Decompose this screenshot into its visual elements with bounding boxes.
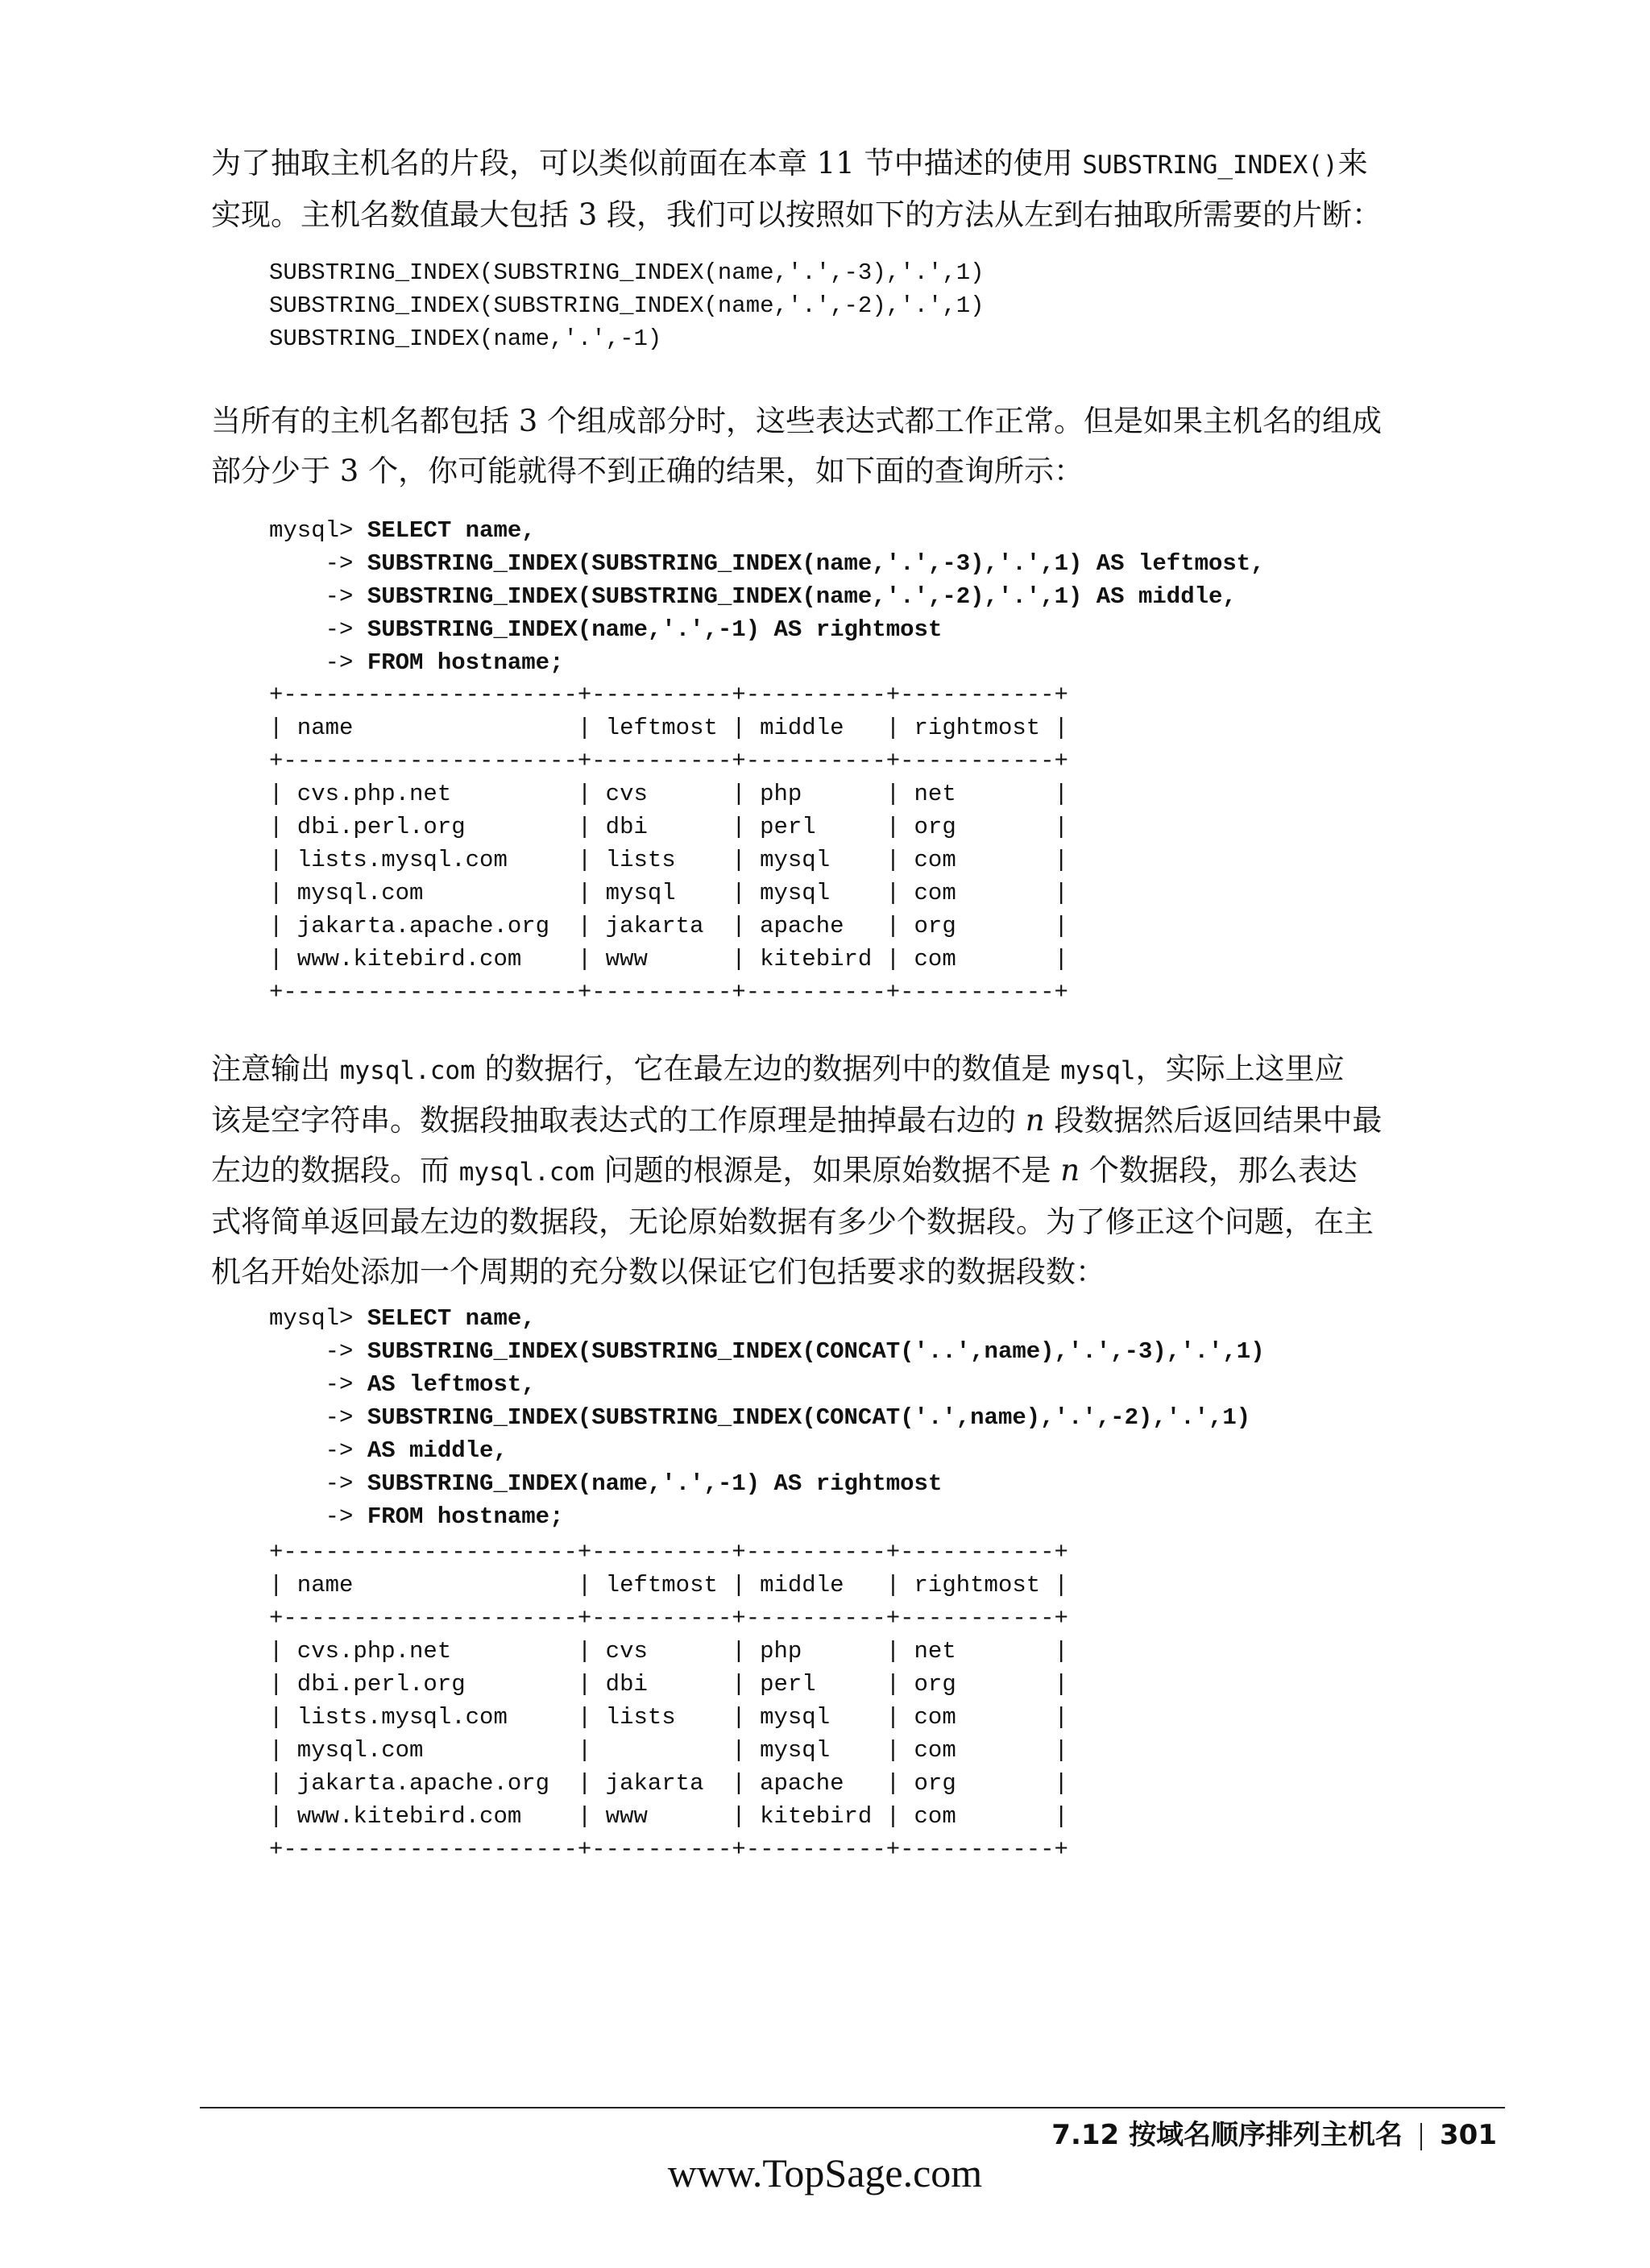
para3 <box>211 1044 1484 1297</box>
query2-line5: AS middle, <box>367 1437 508 1464</box>
query1-continuation: -> <box>269 649 367 676</box>
result-table-2: +---------------------+----------+----------+-----------+ | name | leftmost | middle | rightmost | +---------------------+----------+----------+-----------+ | cvs.php.net | cvs | php | net | | dbi.perl.org | dbi | perl | org | | lists.mysql.com | lists | mysql | com | | mysql.com | | mysql | com | | jakarta.apache.org | jakarta | apache | org | | www.kitebird.com | www | kitebird | com | +---------------------+----------+----------+-----------+ <box>269 1539 1068 1863</box>
para3-text: 问题的根源是，如果原始数据不是 <box>594 1153 1061 1188</box>
query1-line2: SUBSTRING_INDEX(SUBSTRING_INDEX(name,'.',-3),'.',1) AS leftmost, <box>367 550 1265 577</box>
running-footer <box>1051 2113 1497 2152</box>
site-watermark: www.TopSage.com <box>667 2150 983 2195</box>
para3-text: 注意输出 <box>211 1051 340 1086</box>
variable-n: n <box>1025 1103 1045 1138</box>
para2-line2: 部分少于 3 个，你可能就得不到正确的结果，如下面的查询所示： <box>211 454 1084 488</box>
query1-line3: SUBSTRING_INDEX(SUBSTRING_INDEX(name,'.',-2),'.',1) AS middle, <box>367 583 1237 610</box>
query1-code-block <box>269 514 1265 679</box>
query1-line5: FROM hostname; <box>367 649 564 676</box>
query2-continuation: -> <box>269 1470 367 1497</box>
intro-line2-text: 实现。主机名数值最大包括 3 段，我们可以按照如下的方法从左到右抽取所需要的片断： <box>211 197 1383 232</box>
inline-code-mysql: mysql <box>1060 1056 1136 1085</box>
para2 <box>211 396 1484 496</box>
query2-line3: AS leftmost, <box>367 1371 536 1398</box>
para3-text: 该是空字符串。数据段抽取表达式的工作原理是抽掉最右边的 <box>211 1103 1026 1138</box>
para3-text: 个数据段，那么表达 <box>1080 1153 1358 1188</box>
para3-text: 机名开始处添加一个周期的充分数以保证它们包括要求的数据段数： <box>211 1254 1105 1289</box>
query1-continuation: -> <box>269 550 367 577</box>
query2-continuation: -> <box>269 1503 367 1530</box>
para3-text: 的数据行，它在最左边的数据列中的数值是 <box>475 1051 1061 1086</box>
query2-continuation: -> <box>269 1371 367 1398</box>
page-number: 301 <box>1440 2119 1497 2151</box>
query2-line6: SUBSTRING_INDEX(name,'.',-1) AS rightmost <box>367 1470 943 1497</box>
query2-continuation: -> <box>269 1404 367 1431</box>
inline-code-mysql-com: mysql.com <box>339 1056 475 1085</box>
query2-line4: SUBSTRING_INDEX(SUBSTRING_INDEX(CONCAT('.',name),'.',-2),'.',1) <box>367 1404 1251 1431</box>
query1-continuation: -> <box>269 616 367 643</box>
para3-text: ，实际上这里应 <box>1135 1051 1345 1086</box>
query2-continuation: -> <box>269 1437 367 1464</box>
para2-line1: 当所有的主机名都包括 3 个组成部分时，这些表达式都工作正常。但是如果主机名的组成 <box>211 404 1383 438</box>
query2-line2: SUBSTRING_INDEX(SUBSTRING_INDEX(CONCAT('..',name),'.',-3),'.',1) <box>367 1338 1265 1365</box>
result-table-1: +---------------------+----------+----------+-----------+ | name | leftmost | middle | rightmost | +---------------------+----------+----------+-----------+ | cvs.php.net | cvs | php | net | | dbi.perl.org | dbi | perl | org | | lists.mysql.com | lists | mysql | com | | mysql.com | mysql | mysql | com | | jakarta.apache.org | jakarta | apache | org | | www.kitebird.com | www | kitebird | com | +---------------------+----------+----------+-----------+ <box>269 682 1068 1005</box>
query2-code-block <box>269 1302 1265 1533</box>
para3-text: 式将简单返回最左边的数据段，无论原始数据有多少个数据段。为了修正这个问题，在主 <box>211 1204 1374 1239</box>
query1-line1: SELECT name, <box>367 517 536 544</box>
query1-line4: SUBSTRING_INDEX(name,'.',-1) AS rightmost <box>367 616 943 643</box>
query2-line7: FROM hostname; <box>367 1503 564 1530</box>
query1-prompt: mysql> <box>269 517 367 544</box>
query2-continuation: -> <box>269 1338 367 1365</box>
variable-n: n <box>1060 1153 1080 1188</box>
section-title: 7.12 按域名顺序排列主机名 <box>1051 2119 1403 2151</box>
query2-line1: SELECT name, <box>367 1305 536 1332</box>
inline-code-mysql-com: mysql.com <box>458 1158 595 1187</box>
footer-rule <box>200 2107 1505 2108</box>
intro-line1-text: 为了抽取主机名的片段，可以类似前面在本章 11 节中描述的使用 <box>211 146 1083 180</box>
footer-separator <box>1420 2123 1422 2150</box>
para3-text: 左边的数据段。而 <box>211 1153 459 1188</box>
intro-line1-end: 来 <box>1337 146 1368 180</box>
expression-code-block: SUBSTRING_INDEX(SUBSTRING_INDEX(name,'.',-3),'.',1) SUBSTRING_INDEX(SUBSTRING_INDEX(name,'.',-2),'.',1) SUBSTRING_INDEX(name,'.',-1) <box>269 259 985 352</box>
inline-code-substring-index: SUBSTRING_INDEX() <box>1082 151 1338 180</box>
para3-text: 段数据然后返回结果中最 <box>1044 1103 1383 1138</box>
intro-paragraph <box>211 139 1484 240</box>
query1-continuation: -> <box>269 583 367 610</box>
query2-prompt: mysql> <box>269 1305 367 1332</box>
